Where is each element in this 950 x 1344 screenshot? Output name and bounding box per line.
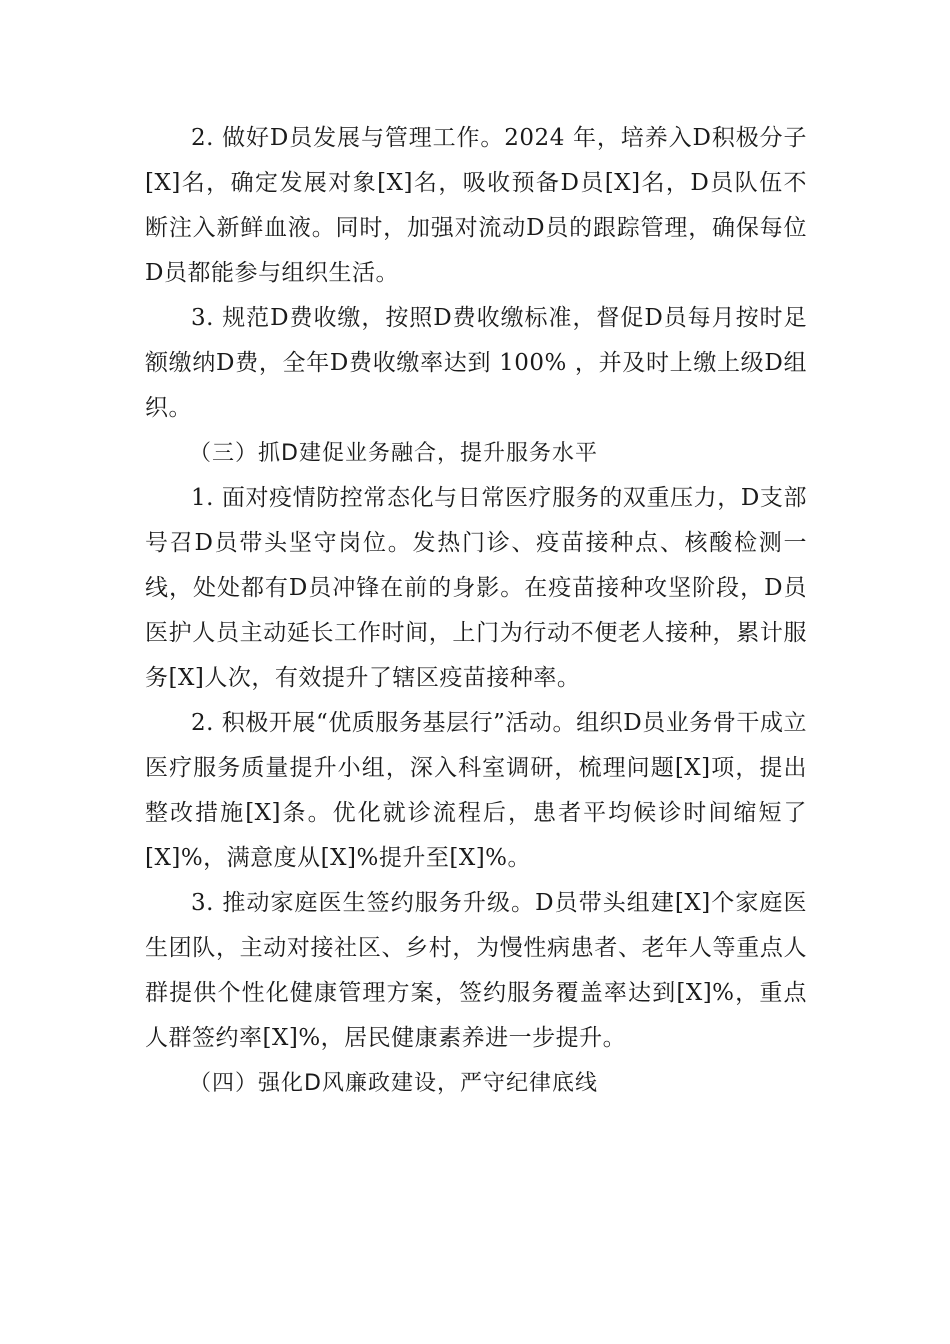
section-heading-3: （三）抓D建促业务融合，提升服务水平 (189, 441, 598, 466)
paragraph-member-development: 2. 做好D员发展与管理工作。2024 年，培养入D积极分子[X]名，确定发展对象[X]名，吸收预备D员[X]名，D员队伍不断注入新鲜血液。同时，加强对流动D员的跟踪管理，确保每位D员都能参与组织生活。 (145, 125, 807, 286)
paragraph-family-doctor: 3. 推动家庭医生签约服务升级。D员带头组建[X]个家庭医生团队，主动对接社区、乡村，为慢性病患者、老年人等重点人群提供个性化健康管理方案，签约服务覆盖率达到[X]%，重点人群签约率[X]%，居民健康素养进一步提升。 (145, 890, 807, 1051)
paragraph-epidemic-prevention: 1. 面对疫情防控常态化与日常医疗服务的双重压力，D支部号召D员带头坚守岗位。发热门诊、疫苗接种点、核酸检测一线，处处都有D员冲锋在前的身影。在疫苗接种攻坚阶段，D员医护人员主动延长工作时间，上门为行动不便老人接种，累计服务[X]人次，有效提升了辖区疫苗接种率。 (145, 485, 807, 691)
paragraph-quality-service: 2. 积极开展“优质服务基层行”活动。组织D员业务骨干成立医疗服务质量提升小组，深入科室调研，梳理问题[X]项，提出整改措施[X]条。优化就诊流程后，患者平均候诊时间缩短了[X]%，满意度从[X]%提升至[X]%。 (145, 710, 807, 871)
document-body (145, 116, 807, 1106)
section-heading-4: （四）强化D风廉政建设，严守纪律底线 (189, 1071, 598, 1096)
paragraph-fee-collection: 3. 规范D费收缴，按照D费收缴标准，督促D员每月按时足额缴纳D费，全年D费收缴率达到 100% ，并及时上缴上级D组织。 (145, 305, 807, 421)
